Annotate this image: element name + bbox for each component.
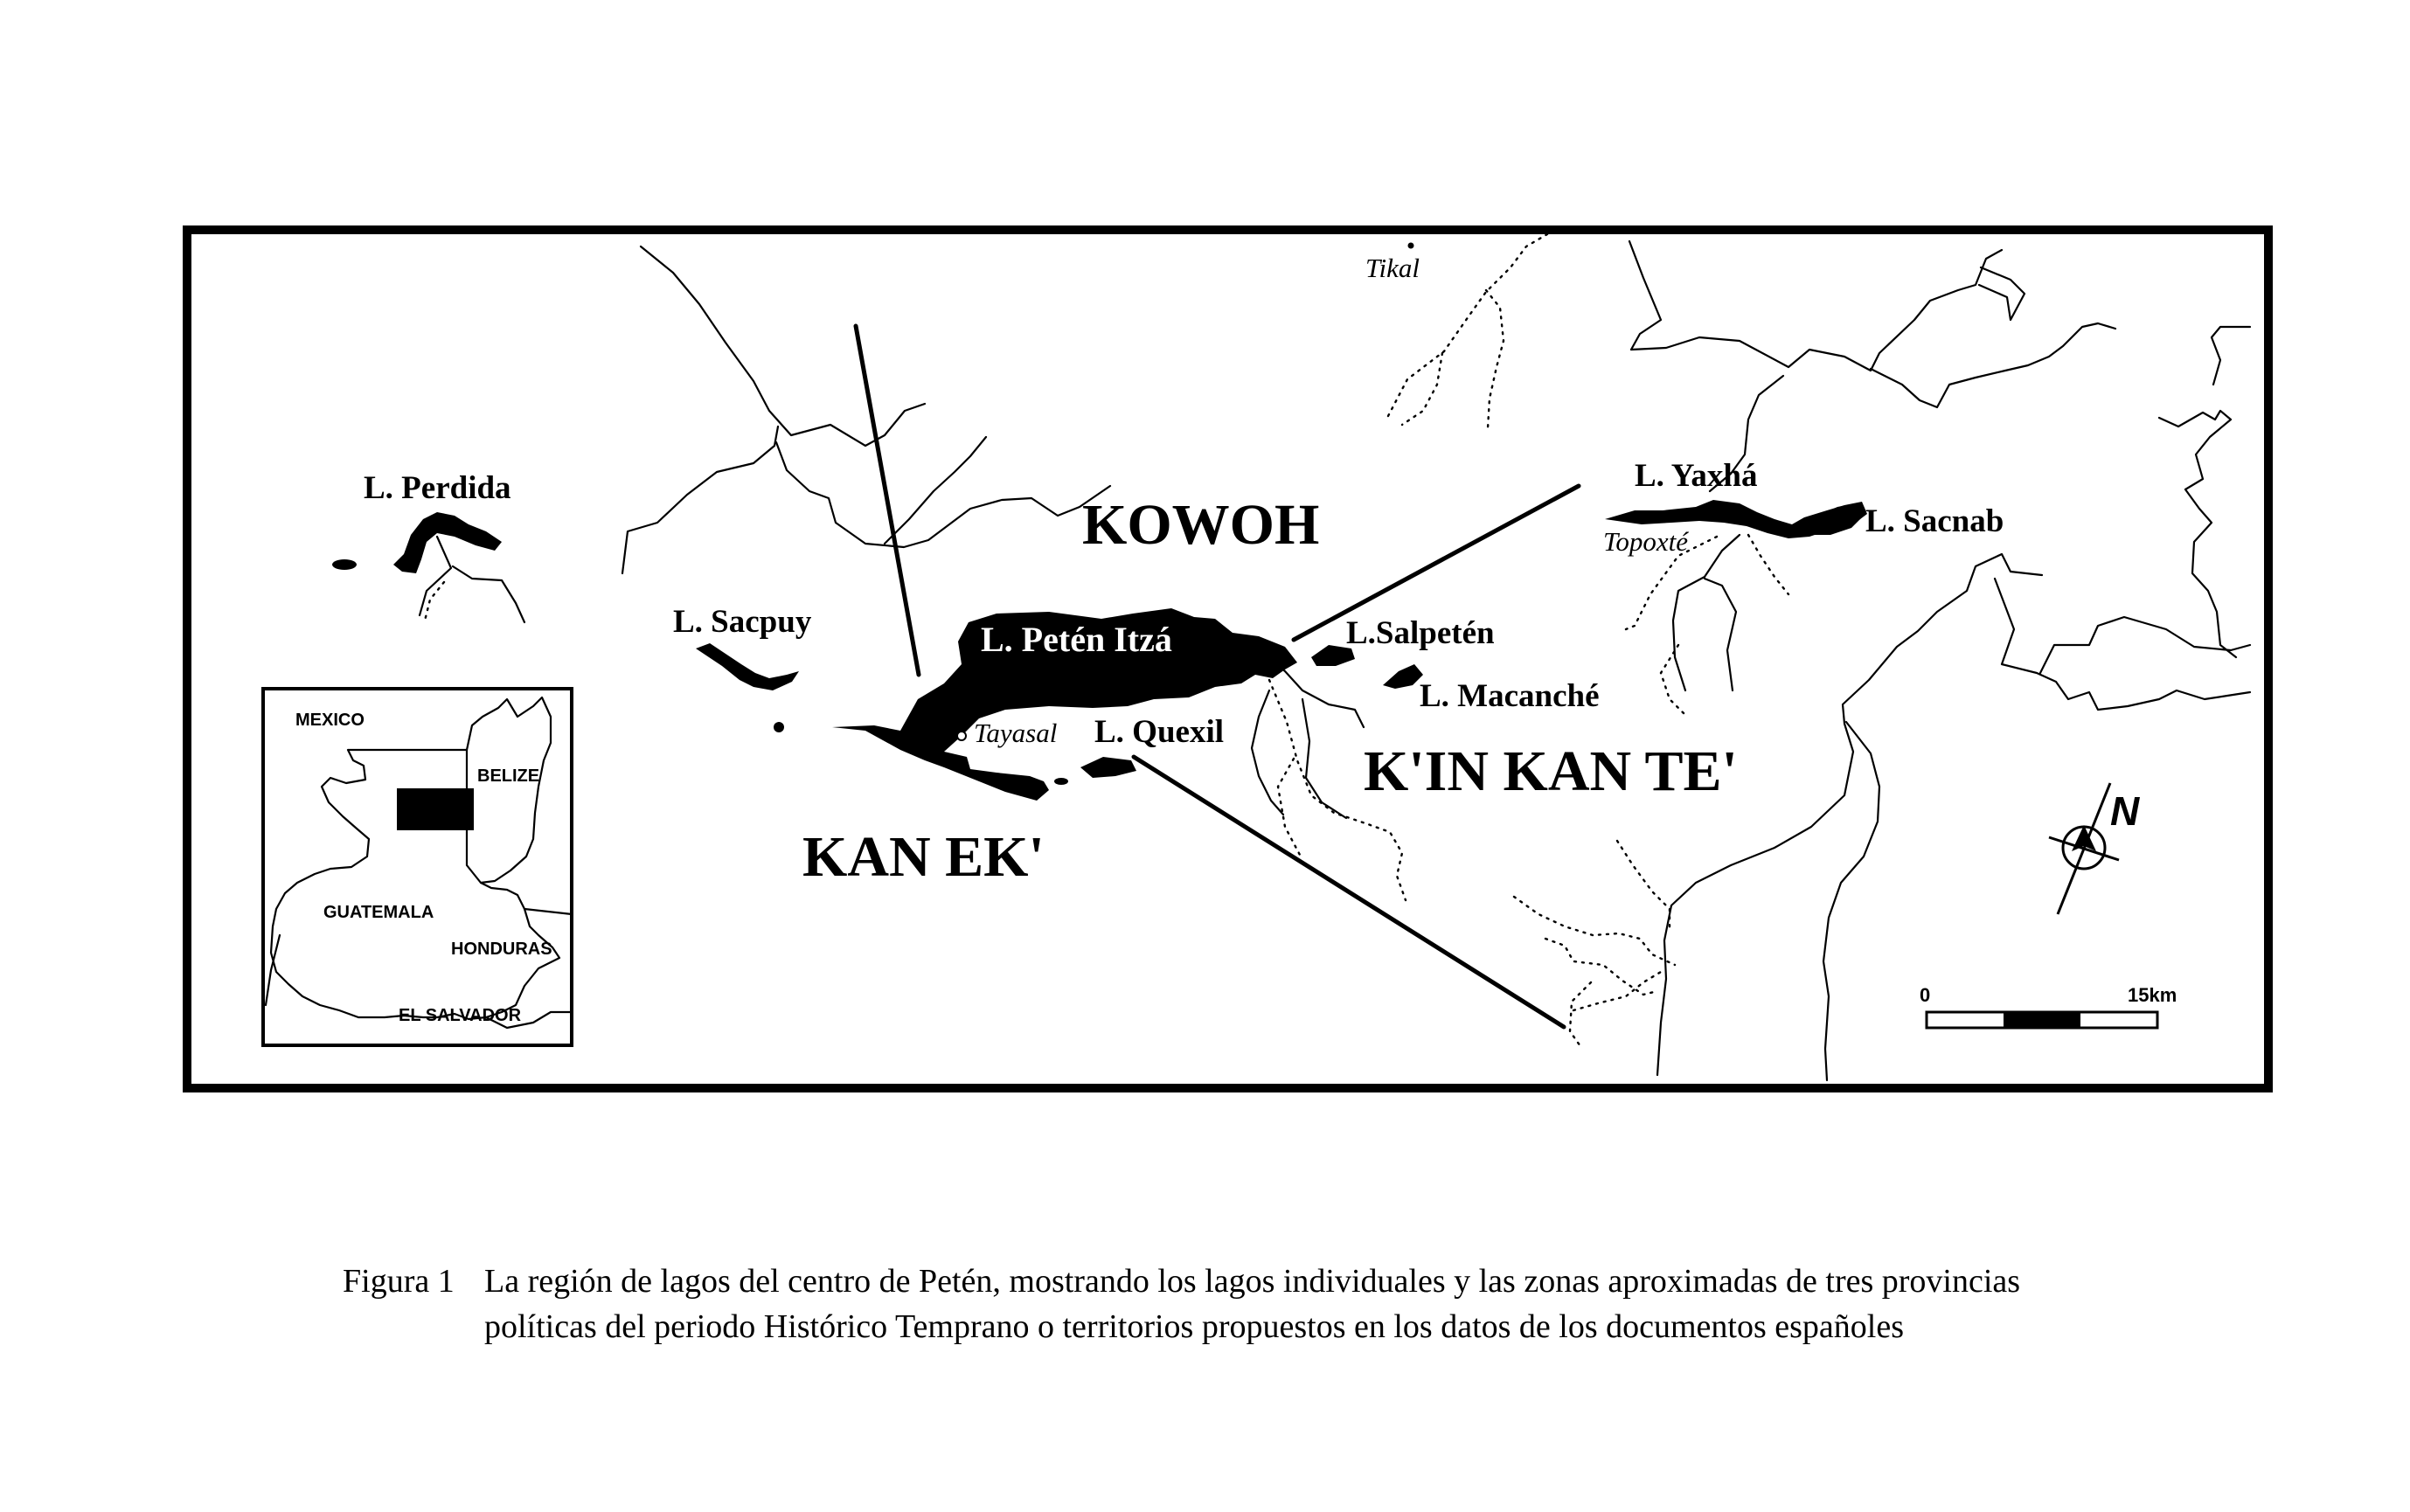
scale-bar-start-label: 0 [1920, 984, 1931, 1006]
trail-south [1514, 897, 1675, 965]
trail-yaxha-b [1748, 535, 1788, 594]
river-east-main [1657, 554, 2042, 1075]
lake-macanche-label: L. Macanché [1420, 678, 1600, 714]
lake-quexil-islet [1054, 778, 1068, 785]
river-west [622, 427, 778, 573]
north-arrow [2049, 783, 2140, 914]
river-yaxha-south-b [1705, 579, 1736, 690]
trail-south-c [1570, 982, 1591, 1049]
river-west-branch [776, 442, 1110, 547]
river-east-edge [2212, 327, 2250, 385]
inset-map [263, 689, 572, 1045]
province-kowoh-label: KOWOH [1082, 493, 1320, 557]
lake-sacpuy-label: L. Sacpuy [673, 604, 812, 640]
scale-bar-segment-black [2004, 1012, 2080, 1028]
inset-frame [263, 689, 572, 1045]
lake-sacpuy-islet [774, 722, 784, 732]
inset-belize-label: BELIZE [477, 766, 540, 786]
lake-quexil-label: L. Quexil [1094, 714, 1225, 750]
lake-yaxha-label: L. Yaxhá [1635, 458, 1758, 494]
tayasal-marker [957, 732, 966, 740]
inset-guatemala-label: GUATEMALA [323, 903, 434, 922]
lake-macanche-shape [1383, 664, 1423, 689]
tikal-label: Tikal [1365, 253, 1420, 283]
trail-tikal-b [1486, 290, 1504, 428]
topoxte-label: Topoxté [1603, 526, 1689, 557]
lake-salpeten-label: L.Salpetén [1346, 615, 1495, 651]
river-northwest [641, 246, 925, 446]
inset-el-salvador-label: EL SALVADOR [399, 1006, 522, 1025]
river-east-frame [2159, 411, 2236, 657]
trail-tikal-c [1402, 353, 1442, 425]
trail-kinkante-b [1278, 759, 1301, 857]
lake-peten-itza-label: L. Petén Itzá [981, 620, 1172, 659]
river-east-south [1823, 722, 1879, 1080]
river-northeast-b [1871, 323, 2115, 407]
trail-perdida [425, 582, 444, 621]
lake-quexil-shape [1080, 757, 1136, 778]
river-northeast [1629, 241, 2002, 371]
inset-honduras-label: HONDURAS [451, 940, 552, 959]
boundary-west [856, 326, 919, 675]
scale-bar [1920, 984, 2177, 1028]
lake-sacpuy-shape [696, 643, 799, 690]
inset-study-area [397, 788, 474, 830]
lake-sacnab-label: L. Sacnab [1865, 503, 2004, 539]
tayasal-label: Tayasal [974, 718, 1058, 748]
province-kinkante-label: K'IN KAN TE' [1364, 739, 1738, 803]
province-kanek-label: KAN EK' [802, 825, 1045, 889]
lake-perdida-shape [393, 512, 502, 573]
inset-mexico-label: MEXICO [295, 711, 365, 730]
river-west-fork [885, 437, 986, 544]
scale-bar-end-label: 15km [2128, 984, 2177, 1006]
trail-south-d [1617, 841, 1670, 930]
map-labels [364, 253, 2004, 889]
river-northeast-c [1979, 267, 2025, 320]
trail-south-b [1545, 939, 1657, 995]
north-arrow-label: N [2110, 788, 2140, 834]
tikal-marker [1408, 243, 1414, 249]
river-kinkante-b [1252, 690, 1283, 815]
figure-caption-label: Figura 1 [343, 1263, 455, 1300]
river-kinkante-c [1302, 699, 1346, 818]
figure-caption-text: La región de lagos del centro de Petén, mostrando los lagos individuales y las zonas aproximadas de tres provincias políticas del periodo Histórico Temprano o territorios propuestos en los datos de los documentos españoles [484, 1263, 2021, 1345]
river-perdida-b [453, 566, 524, 622]
lake-perdida-label: L. Perdida [364, 470, 511, 506]
lake-perdida-islet [332, 559, 357, 570]
